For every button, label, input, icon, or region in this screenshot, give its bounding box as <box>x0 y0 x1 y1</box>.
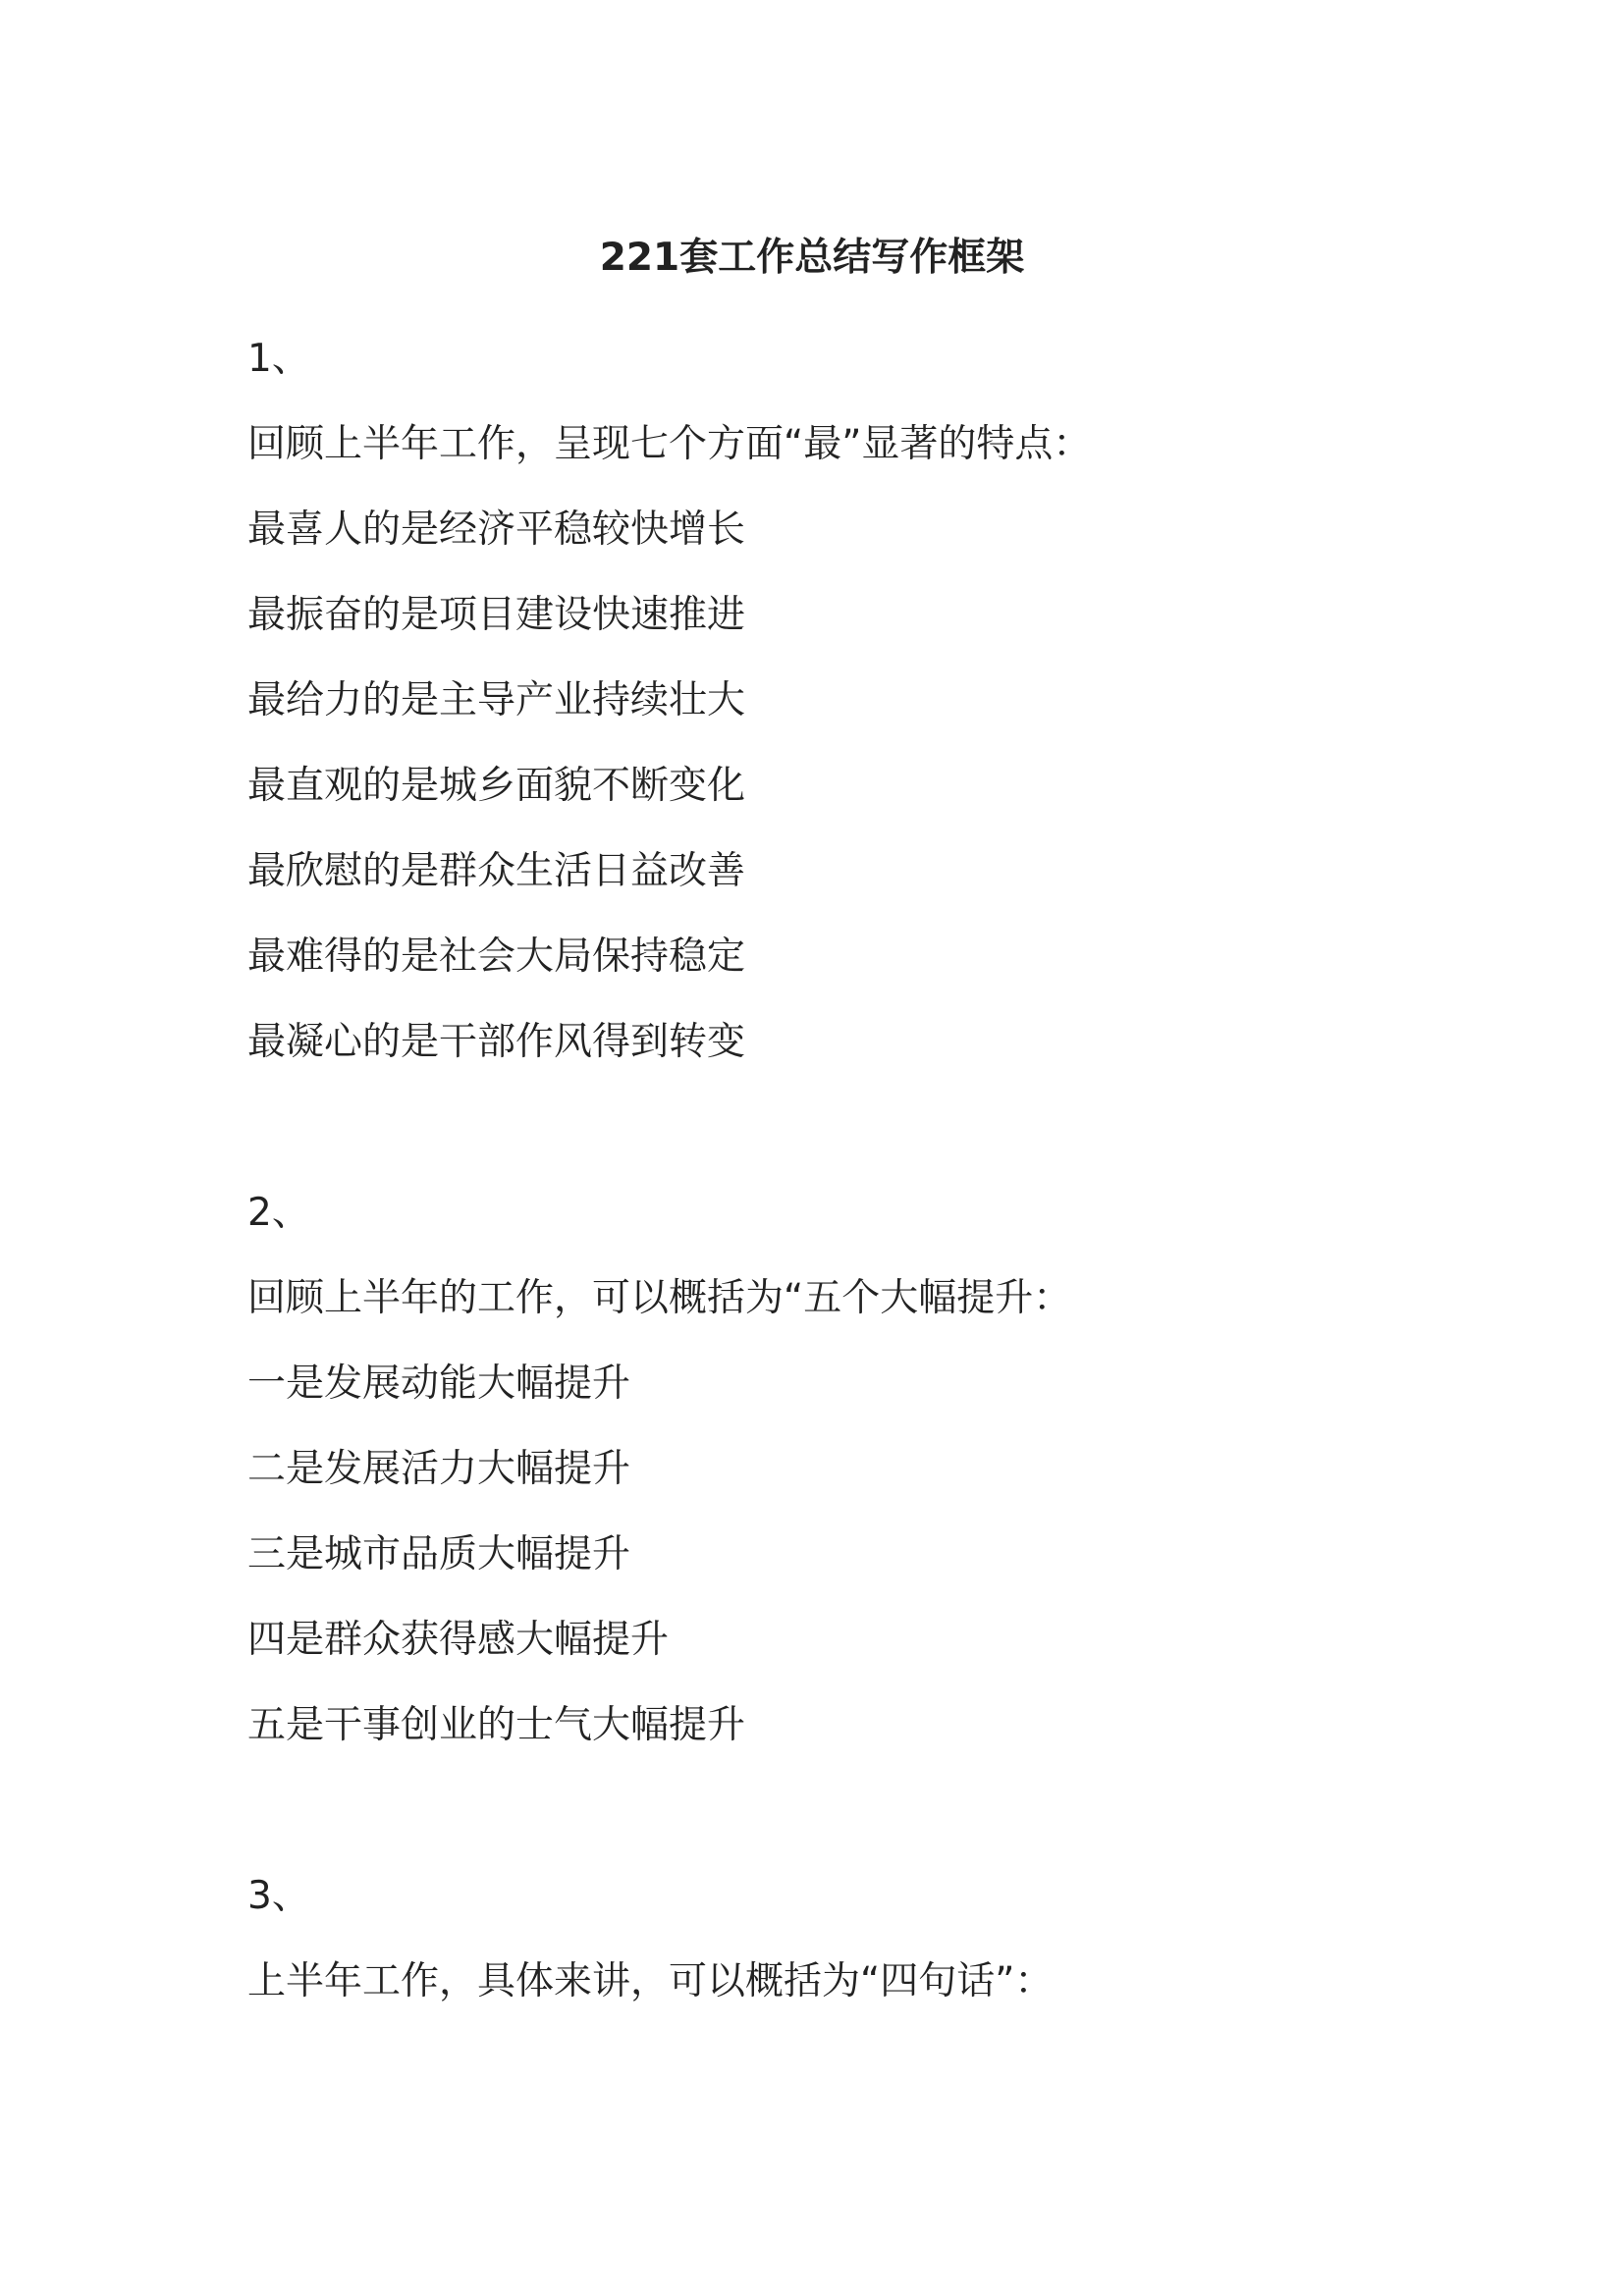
section-intro: 回顾上半年工作，呈现七个方面“最”显著的特点： <box>247 422 1092 466</box>
list-item: 一是发展动能大幅提升 <box>247 1362 631 1406</box>
section-3 <box>247 1853 1377 2024</box>
list-item: 最振奋的是项目建设快速推进 <box>247 593 746 637</box>
list-item: 最喜人的是经济平稳较快增长 <box>247 507 746 552</box>
section-number: 2、 <box>247 1191 310 1235</box>
document-title: 221套工作总结写作框架 <box>599 236 1025 280</box>
list-item: 最欣慰的是群众生活日益改善 <box>247 849 746 893</box>
list-item: 最直观的是城乡面貌不断变化 <box>247 764 746 808</box>
section-1 <box>247 316 1377 1085</box>
list-item: 最凝心的是干部作风得到转变 <box>247 1020 746 1064</box>
section-number: 1、 <box>247 337 310 381</box>
list-item: 最难得的是社会大局保持稳定 <box>247 934 746 979</box>
list-item: 二是发展活力大幅提升 <box>247 1447 631 1491</box>
document-body <box>247 316 1377 2024</box>
section-2 <box>247 1170 1377 1768</box>
section-intro: 回顾上半年的工作，可以概括为“五个大幅提升： <box>247 1276 1072 1320</box>
list-item: 五是干事创业的士气大幅提升 <box>247 1703 746 1747</box>
list-item: 最给力的是主导产业持续壮大 <box>247 678 746 722</box>
section-number: 3、 <box>247 1874 310 1918</box>
list-item: 三是城市品质大幅提升 <box>247 1532 631 1576</box>
list-item: 四是群众获得感大幅提升 <box>247 1618 670 1662</box>
section-intro: 上半年工作，具体来讲，可以概括为“四句话”： <box>247 1959 1054 2003</box>
